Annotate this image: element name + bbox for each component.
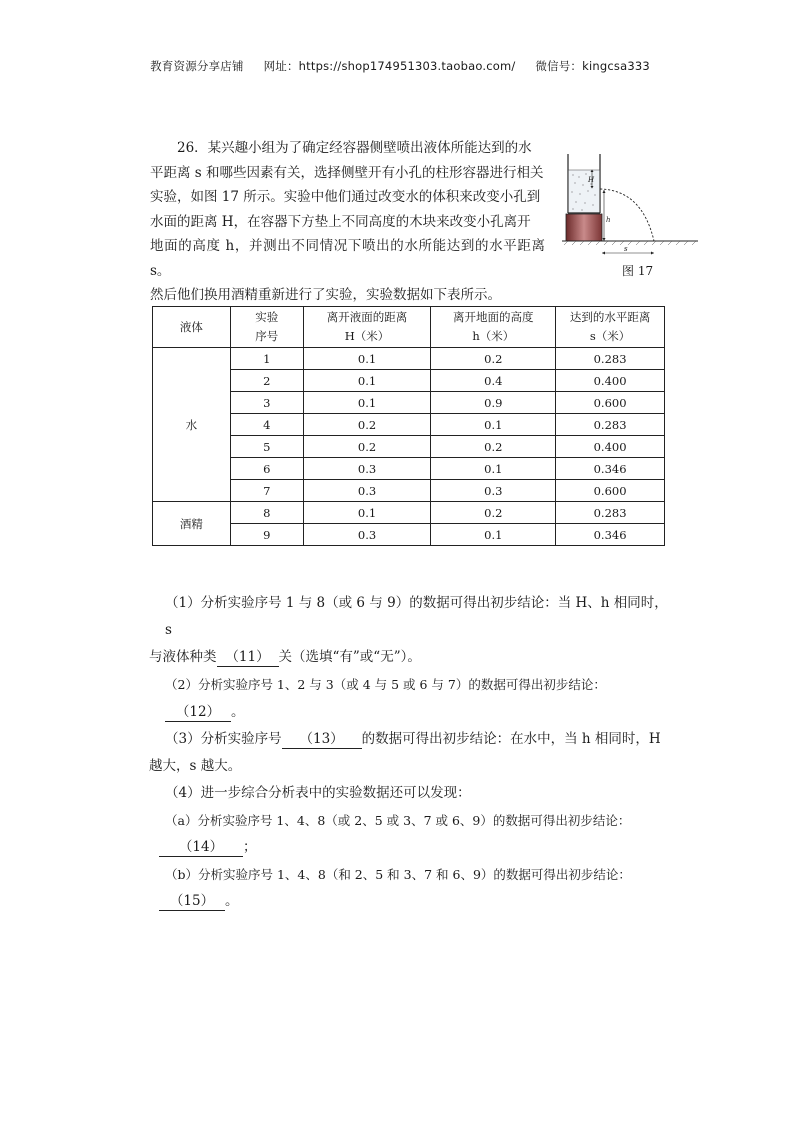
H-label: H bbox=[588, 176, 595, 184]
page-header bbox=[0, 58, 800, 74]
table-cell: 0.1 bbox=[303, 348, 431, 370]
table-cell: 0.400 bbox=[556, 436, 665, 458]
table-cell: 7 bbox=[230, 480, 303, 502]
question-intro bbox=[150, 136, 545, 308]
question-4a: （a）分析实验序号 1、4、8（或 2、5 或 3、7 或 6、9）的数据可得出初步结论： bbox=[165, 813, 631, 828]
question-4a-answer: （14） ； bbox=[159, 834, 670, 861]
question-3: （3）分析实验序号 （13） 的数据可得出初步结论：在水中，当 h 相同时，H bbox=[165, 731, 661, 747]
table-cell: 0.2 bbox=[303, 414, 431, 436]
intro-line: 地面的高度 h，并测出不同情况下喷出的水所能达到的水平距离 s。 bbox=[150, 238, 545, 279]
h-label: h bbox=[606, 216, 611, 224]
table-cell: 2 bbox=[230, 370, 303, 392]
table-cell: 0.1 bbox=[431, 524, 556, 546]
figure-caption: 图 17 bbox=[622, 264, 654, 278]
table-cell: 0.3 bbox=[303, 458, 431, 480]
table-cell: 0.2 bbox=[303, 436, 431, 458]
table-cell: 0.600 bbox=[556, 480, 665, 502]
s-label: s bbox=[624, 245, 628, 253]
table-cell: 1 bbox=[230, 348, 303, 370]
answer-blank-11[interactable]: （11） bbox=[217, 648, 279, 667]
table-row bbox=[153, 348, 665, 370]
table-cell: 0.346 bbox=[556, 524, 665, 546]
intro-line: 平距离 s 和哪些因素有关，选择侧壁开有小孔的柱形容器进行相关 bbox=[150, 164, 544, 181]
table-header-row bbox=[153, 307, 665, 348]
intro-line: 水面的距离 H，在容器下方垫上不同高度的木块来改变小孔离开 bbox=[150, 213, 531, 230]
answer-blank-13[interactable]: （13） bbox=[282, 730, 362, 749]
table-cell: 0.1 bbox=[431, 414, 556, 436]
table-cell: 0.4 bbox=[431, 370, 556, 392]
table-cell: 0.346 bbox=[556, 458, 665, 480]
table-cell: 0.3 bbox=[431, 480, 556, 502]
header-h: 离开地面的高度 h（米） bbox=[431, 307, 556, 348]
table-cell: 0.400 bbox=[556, 370, 665, 392]
header-number: 实验 序号 bbox=[230, 307, 303, 348]
intro-line: 26．某兴趣小组为了确定经容器侧壁喷出液体所能达到的水 bbox=[177, 140, 532, 156]
table-cell: 0.3 bbox=[303, 480, 431, 502]
table-cell: 0.283 bbox=[556, 414, 665, 436]
table-cell: 0.600 bbox=[556, 392, 665, 414]
table-cell: 9 bbox=[230, 524, 303, 546]
table-cell: 0.1 bbox=[303, 502, 431, 524]
question-2: （2）分析实验序号 1、2 与 3（或 4 与 5 或 6 与 7）的数据可得出初步结论：（12） 。 bbox=[165, 677, 606, 720]
question-1-cont: 与液体种类 （11） 关（选填“有”或“无”）。 bbox=[149, 649, 421, 665]
question-1: （1）分析实验序号 1 与 8（或 6 与 9）的数据可得出初步结论：当 H、h 相同时，s bbox=[165, 595, 668, 638]
intro-line: 实验，如图 17 所示。实验中他们通过改变水的体积来改变小孔到 bbox=[150, 189, 541, 205]
data-table bbox=[152, 306, 665, 546]
liquid-cell: 酒精 bbox=[153, 502, 231, 546]
question-4b-answer: （15） 。 bbox=[159, 888, 670, 915]
answer-blank-15[interactable]: （15） bbox=[159, 892, 225, 911]
sub-questions bbox=[149, 590, 670, 915]
intro-line: 然后他们换用酒精重新进行了实验，实验数据如下表所示。 bbox=[150, 287, 501, 303]
question-4: （4）进一步综合分析表中的实验数据还可以发现： bbox=[165, 785, 471, 801]
header-H: 离开液面的距离 H（米） bbox=[303, 307, 431, 348]
table-cell: 0.283 bbox=[556, 348, 665, 370]
table-cell: 0.3 bbox=[303, 524, 431, 546]
table-cell: 0.1 bbox=[303, 370, 431, 392]
table-cell: 6 bbox=[230, 458, 303, 480]
question-4b: （b）分析实验序号 1、4、8（和 2、5 和 3、7 和 6、9）的数据可得出初步结论： bbox=[165, 867, 631, 882]
wechat-id: 微信号：kingcsa333 bbox=[535, 59, 650, 73]
answer-blank-12[interactable]: （12） bbox=[165, 703, 231, 722]
table-cell: 0.1 bbox=[303, 392, 431, 414]
table-cell: 0.1 bbox=[431, 458, 556, 480]
table-cell: 0.2 bbox=[431, 436, 556, 458]
shop-url: 网址：https://shop174951303.taobao.com/ bbox=[263, 59, 516, 73]
table-cell: 0.283 bbox=[556, 502, 665, 524]
container-diagram bbox=[560, 148, 700, 278]
table-cell: 8 bbox=[230, 502, 303, 524]
table-row bbox=[153, 502, 665, 524]
header-liquid: 液体 bbox=[153, 307, 231, 348]
answer-blank-14[interactable]: （14） bbox=[159, 838, 243, 857]
question-3-cont: 越大，s 越大。 bbox=[149, 758, 242, 774]
liquid-cell: 水 bbox=[153, 348, 231, 502]
table-cell: 0.9 bbox=[431, 392, 556, 414]
shop-name: 教育资源分享店铺 bbox=[150, 59, 244, 73]
table-cell: 3 bbox=[230, 392, 303, 414]
header-s: 达到的水平距离 s（米） bbox=[556, 307, 665, 348]
table-cell: 5 bbox=[230, 436, 303, 458]
table-cell: 4 bbox=[230, 414, 303, 436]
table-cell: 0.2 bbox=[431, 348, 556, 370]
table-cell: 0.2 bbox=[431, 502, 556, 524]
